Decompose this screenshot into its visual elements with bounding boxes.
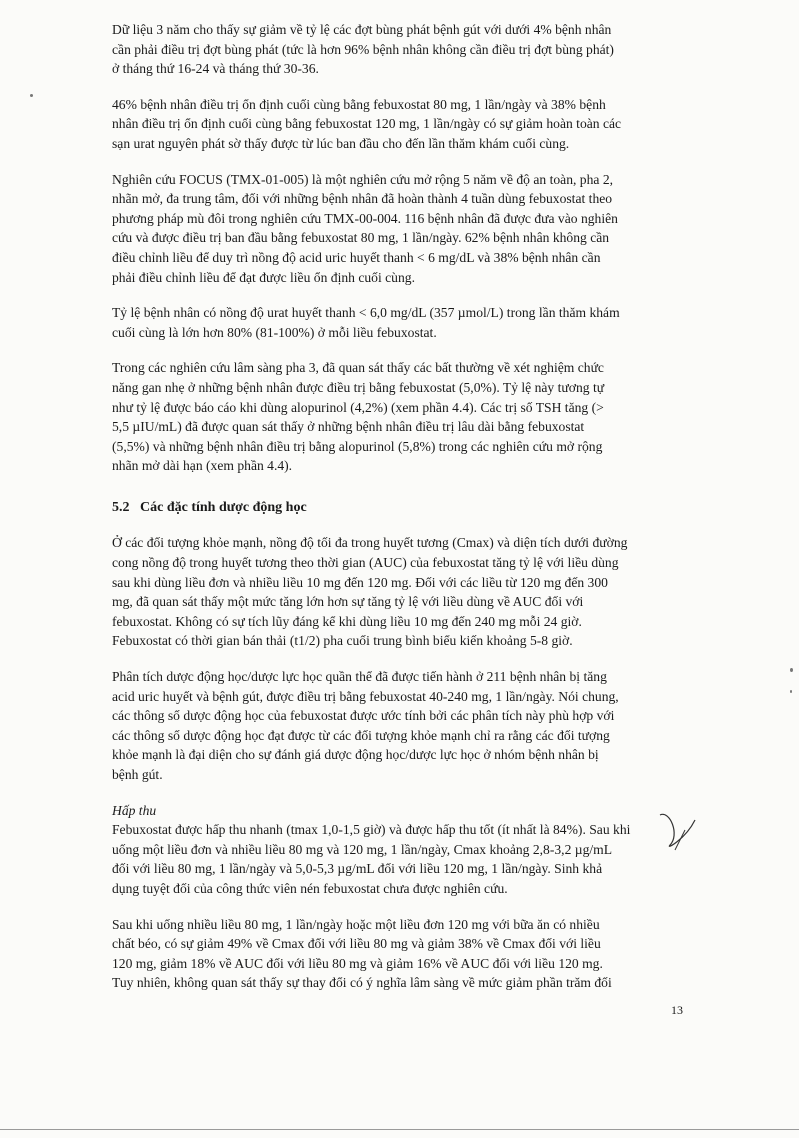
paragraph [112, 358, 697, 476]
document-page [112, 20, 697, 1009]
text-line: uống một liều đơn và nhiều liều 80 mg và 120 mg, 1 lần/ngày, Cmax khoảng 2,8-3,2 µg/mL [112, 841, 613, 857]
text-line: Nghiên cứu FOCUS (TMX-01-005) là một nghiên cứu mở rộng 5 năm về độ an toàn, pha 2, [112, 171, 614, 187]
text-line: Sau khi uống nhiều liều 80 mg, 1 lần/ngày hoặc một liều đơn 120 mg với bữa ăn có nhiều [112, 916, 600, 932]
text-line: (5,5%) và những bệnh nhân điều trị bằng alopurinol (5,8%) trong các nghiên cứu mở rộng [112, 438, 603, 454]
text-line: Febuxostat được hấp thu nhanh (tmax 1,0-1,5 giờ) và được hấp thu tốt (ít nhất là 84%). Sau khi [112, 822, 631, 838]
text-line: đối với liều 80 mg, 1 lần/ngày và 5,0-5,3 µg/mL đối với liều 120 mg, 1 lần/ngày. Sinh khả [112, 861, 603, 877]
text-line: cần phải điều trị đợt bùng phát (tức là hơn 96% bệnh nhân không cần điều trị đợt bùng phát) [112, 41, 614, 57]
top-paragraphs [112, 20, 697, 476]
scan-speck [790, 668, 793, 672]
text-line: ở tháng thứ 16-24 và tháng thứ 30-36. [112, 61, 319, 77]
absorption-paragraphs [112, 820, 697, 993]
paragraph [112, 95, 697, 154]
paragraph [112, 303, 697, 342]
text-line: nhân điều trị ổn định cuối cùng bằng febuxostat 120 mg, 1 lần/ngày có sự giảm hoàn toàn các [112, 116, 622, 132]
section-number: 5.2 [112, 499, 130, 515]
text-line: khỏe mạnh là đại diện cho sự đánh giá dược động học/dược lực học ở nhóm bệnh nhân bị [112, 747, 599, 763]
scan-speck [30, 94, 33, 97]
scan-speck [790, 690, 792, 693]
text-line: phải điều chỉnh liều để đạt được liều ổn định cuối cùng. [112, 269, 415, 285]
text-line: như tỷ lệ được báo cáo khi dùng alopurinol (4,2%) (xem phần 4.4). Các trị số TSH tăng (> [112, 399, 604, 415]
text-line: chất béo, có sự giảm 49% về Cmax đối với liều 80 mg và giảm 38% về Cmax đối với liều [112, 936, 601, 952]
text-line: Tuy nhiên, không quan sát thấy sự thay đổi có ý nghĩa lâm sàng về mức giảm phần trăm đối [112, 975, 612, 991]
text-line: sau khi dùng liều đơn và nhiều liều 10 mg đến 120 mg. Đối với các liều từ 120 mg đến 300 [112, 574, 608, 590]
pk-paragraphs [112, 533, 697, 784]
text-line: cuối cùng là lớn hơn 80% (81-100%) ở mỗi liều febuxostat. [112, 324, 437, 340]
text-line: dụng tuyệt đối của công thức viên nén febuxostat chưa được nghiên cứu. [112, 880, 508, 896]
text-line: Dữ liệu 3 năm cho thấy sự giảm về tỷ lệ các đợt bùng phát bệnh gút với dưới 4% bệnh nhân [112, 22, 612, 37]
text-line: Phân tích dược động học/dược lực học quần thể đã được tiến hành ở 211 bệnh nhân bị tăng [112, 669, 607, 685]
text-line: nhãn mở dài hạn (xem phần 4.4). [112, 458, 293, 474]
text-line: điều chỉnh liều để duy trì nồng độ acid uric huyết thanh < 6 mg/dL và 38% bệnh nhân cần [112, 249, 601, 265]
text-line: 5,5 µIU/mL) đã được quan sát thấy ở những bệnh nhân điều trị lâu dài bằng febuxostat [112, 419, 585, 435]
section-heading [112, 498, 697, 518]
paragraph [112, 820, 697, 898]
text-line: febuxostat. Không có sự tích lũy đáng kể khi dùng liều 10 mg đến 240 mg mỗi 24 giờ. [112, 613, 582, 629]
text-line: acid uric huyết và bệnh gút, được điều trị bằng febuxostat 40-240 mg, 1 lần/ngày. Nói chung, [112, 688, 619, 704]
paragraph [112, 170, 697, 288]
signature-mark [640, 805, 700, 855]
text-line: các thông số dược động học đạt được từ các đối tượng khỏe mạnh chỉ ra rằng các đối tượng [112, 727, 610, 743]
text-line: nhãn mở, đa trung tâm, đối với những bệnh nhân đã hoàn thành 4 tuần dùng febuxostat theo [112, 191, 613, 207]
text-line: 46% bệnh nhân điều trị ổn định cuối cùng bằng febuxostat 80 mg, 1 lần/ngày và 38% bệnh [112, 96, 606, 112]
text-line: cong nồng độ trong huyết tương theo thời gian (AUC) của febuxostat tăng tỷ lệ với liều dùng [112, 555, 619, 571]
paragraph [112, 533, 697, 651]
text-line: bệnh gút. [112, 767, 163, 782]
text-line: Febuxostat có thời gian bán thải (t1/2) pha cuối trung bình biểu kiến khoảng 5-8 giờ. [112, 633, 573, 649]
scan-edge-line [0, 1129, 799, 1130]
paragraph [112, 667, 697, 785]
paragraph [112, 915, 697, 993]
text-line: phương pháp mù đôi trong nghiên cứu TMX-00-004. 116 bệnh nhân đã được đưa vào nghiên [112, 210, 618, 226]
text-line: sạn urat nguyên phát sờ thấy được từ lúc ban đầu cho đến lần thăm khám cuối cùng. [112, 135, 570, 151]
text-line: cứu và được điều trị ban đầu bằng febuxostat 80 mg, 1 lần/ngày. 62% bệnh nhân không cần [112, 230, 610, 246]
text-line: Ở các đối tượng khỏe mạnh, nồng độ tối đa trong huyết tương (Cmax) và diện tích dưới đường [112, 535, 628, 551]
text-line: mg, đã quan sát thấy một mức tăng lớn hơn sự tăng tỷ lệ với liều dùng về AUC đối với [112, 594, 584, 610]
text-line: năng gan nhẹ ở những bệnh nhân được điều trị bằng febuxostat (5,0%). Tỷ lệ này tương tự [112, 379, 605, 395]
subheading-absorption: Hấp thu [112, 802, 157, 818]
text-line: 120 mg, giảm 18% về AUC đối với liều 80 mg và giảm 16% về AUC đối với liều 120 mg. [112, 955, 603, 971]
section-title: Các đặc tính dược động học [140, 499, 307, 515]
text-line: Trong các nghiên cứu lâm sàng pha 3, đã quan sát thấy các bất thường về xét nghiệm chức [112, 360, 604, 376]
paragraph [112, 20, 697, 79]
page-number: 13 [671, 1003, 683, 1017]
text-line: các thông số dược động học của febuxostat được ước tính bởi các phân tích này phù hợp với [112, 708, 615, 724]
text-line: Tỷ lệ bệnh nhân có nồng độ urat huyết thanh < 6,0 mg/dL (357 µmol/L) trong lần thăm khám [112, 305, 620, 321]
